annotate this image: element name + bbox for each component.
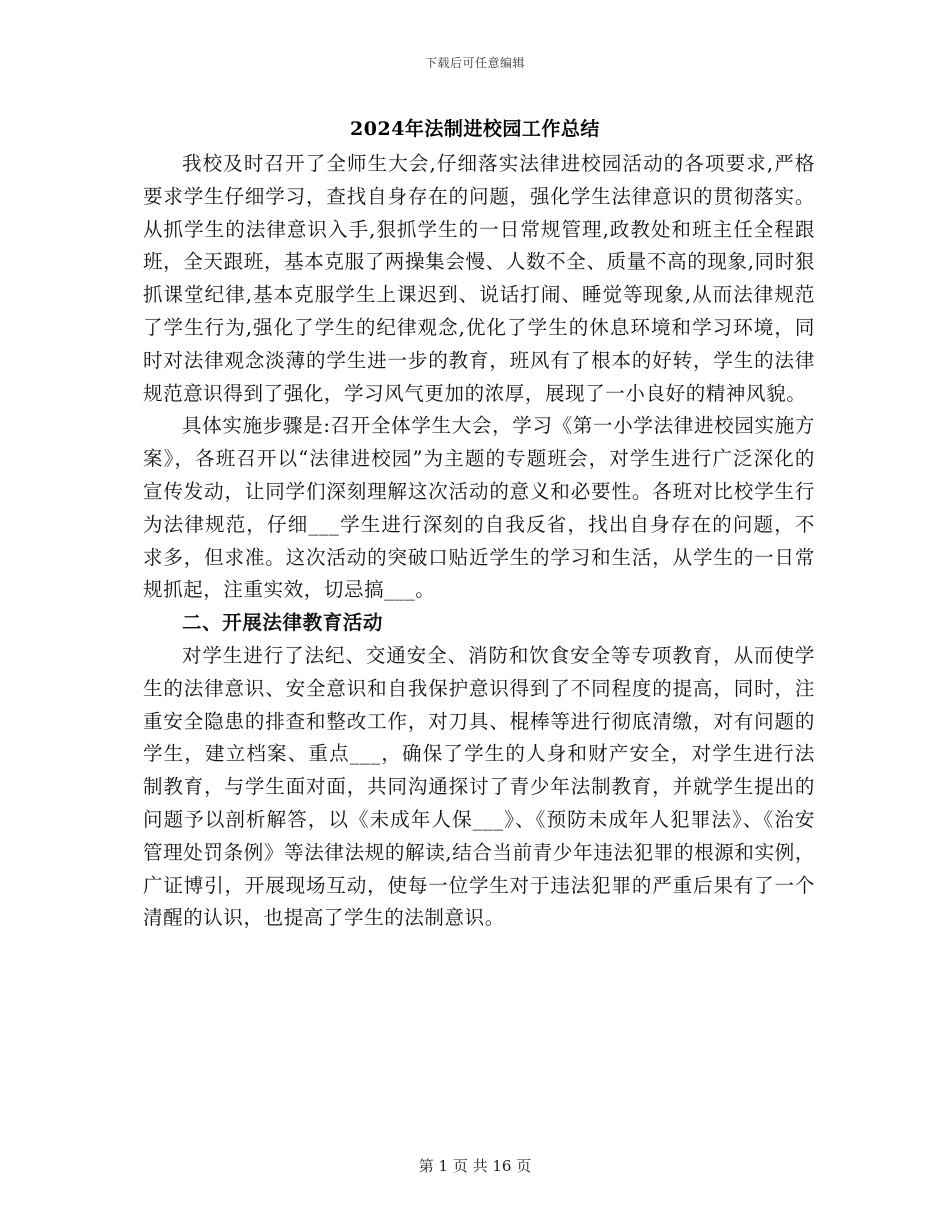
page-number: 第 1 页 共 16 页 [418,1157,532,1175]
document-body [143,148,815,935]
section-paragraph: 对学生进行了法纪、交通安全、消防和饮食安全等专项教育，从而使学生的法律意识、安全意识和自我保护意识得到了不同程度的提高，同时，注重安全隐患的排查和整改工作，对刀具、棍棒等进行彻底清缴，对有问题的学生，建立档案、重点___，确保了学生的人身和财产安全，对学生进行法制教育，与学生面对面，共同沟通探讨了青少年法制教育，并就学生提出的问题予以剖析解答，以《未成年人保___》、《预防未成年人犯罪法》、《治安管理处罚条例》等法律法规的解读,结合当前青少年违法犯罪的根源和实例，广证博引，开展现场互动，使每一位学生对于违法犯罪的严重后果有了一个清醒的认识，也提高了学生的法制意识。 [143,643,815,930]
body-paragraph-2: 具体实施步骤是:召开全体学生大会，学习《第一小学法律进校园实施方案》，各班召开以“法律进校园”为主题的专题班会，对学生进行广泛深化的宣传发动，让同学们深刻理解这次活动的意义和必要性。各班对比校学生行为法律规范，仔细___学生进行深刻的自我反省，找出自身存在的问题，不求多，但求准。这次活动的突破口贴近学生的学习和生活，从学生的一日常规抓起，注重实效，切忌搞___。 [143,414,815,602]
document-title: 2024年法制进校园工作总结 [350,118,600,140]
header-note: 下载后可任意编辑 [424,56,525,70]
section-heading: 二、开展法律教育活动 [182,611,384,635]
body-paragraph-1: 我校及时召开了全师生大会,仔细落实法律进校园活动的各项要求,严格要求学生仔细学习，查找自身存在的问题，强化学生法律意识的贯彻落实。从抓学生的法律意识入手,狠抓学生的一日常规管理,政教处和班主任全程跟班，全天跟班，基本克服了两操集会慢、人数不全、质量不高的现象,同时狠抓课堂纪律,基本克服学生上课迟到、说话打闹、睡觉等现象,从而法律规范了学生行为,强化了学生的纪律观念,优化了学生的休息环境和学习环境，同时对法律观念淡薄的学生进一步的教育，班风有了根本的好转，学生的法律规范意识得到了强化，学习风气更加的浓厚，展现了一小良好的精神风貌。 [143,152,815,405]
